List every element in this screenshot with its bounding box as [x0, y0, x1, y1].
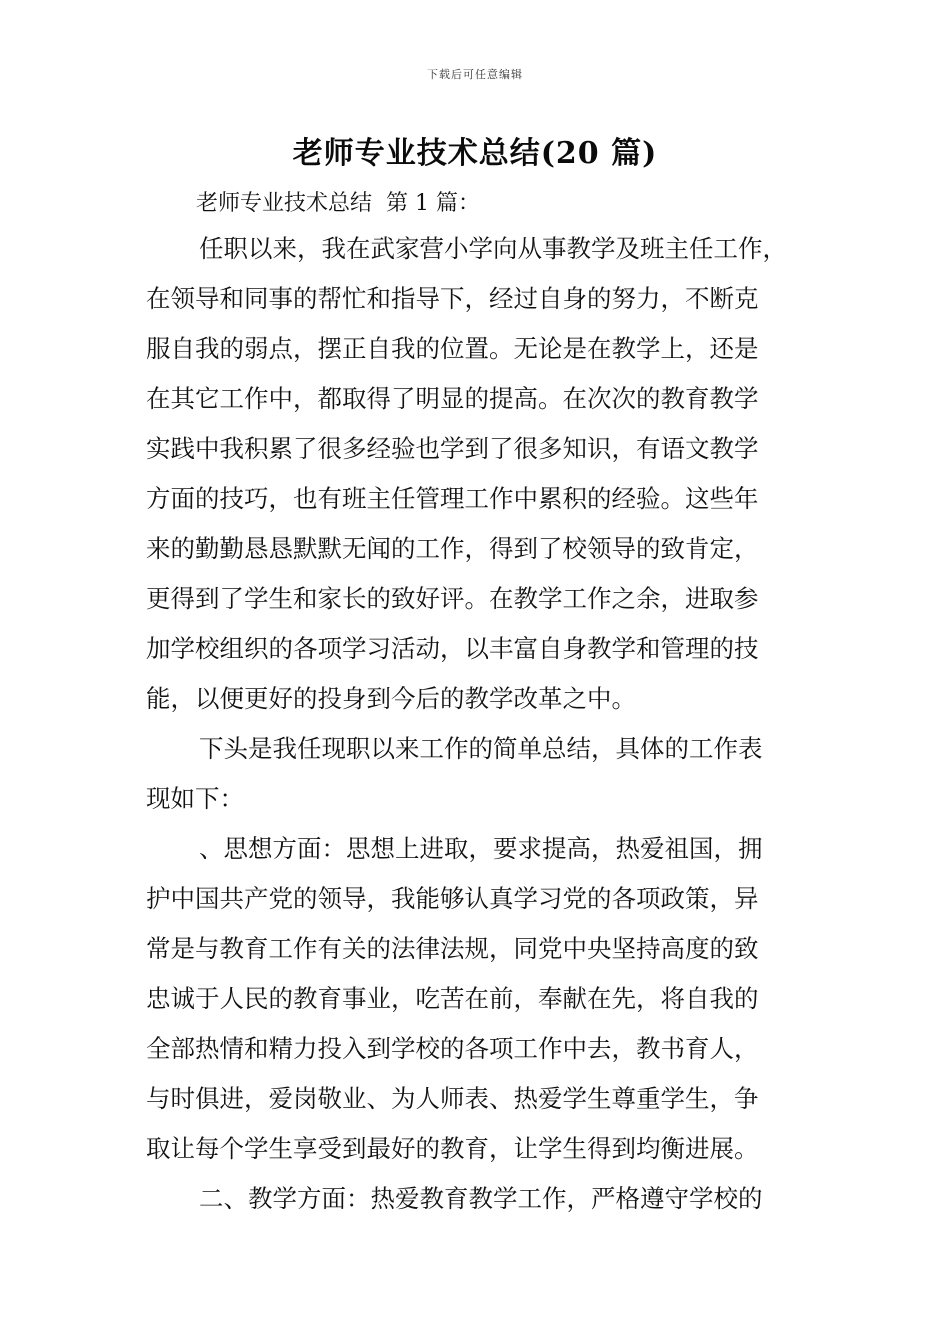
- text-line: 在其它工作中，都取得了明显的提高。在次次的教育教学: [146, 384, 759, 413]
- text-line: 与时俱进，爱岗敬业、为人师表、热爱学生尊重学生，争: [146, 1084, 759, 1113]
- text-line: 取让每个学生享受到最好的教育，让学生得到均衡进展。: [146, 1134, 759, 1163]
- section-heading: 老师专业技术总结 第 1 篇：: [196, 191, 480, 216]
- header-note: 下载后可任意编辑: [427, 68, 523, 81]
- paragraph-1: [146, 224, 846, 724]
- text-line: 二、教学方面：热爱教育教学工作，严格遵守学校的: [199, 1184, 763, 1213]
- text-line: 加学校组织的各项学习活动，以丰富自身教学和管理的技: [146, 634, 759, 663]
- paragraph-3: [146, 824, 846, 1174]
- text-line: 能，以便更好的投身到今后的教学改革之中。: [146, 684, 636, 713]
- text-line: 实践中我积累了很多经验也学到了很多知识，有语文教学: [146, 434, 759, 463]
- text-line: 在领导和同事的帮忙和指导下，经过自身的努力，不断克: [146, 284, 759, 313]
- text-line: 护中国共产党的领导，我能够认真学习党的各项政策，异: [146, 884, 759, 913]
- document-body: [146, 224, 846, 1224]
- text-line: 更得到了学生和家长的致好评。在教学工作之余，进取参: [146, 584, 759, 613]
- text-line: 常是与教育工作有关的法律法规，同党中央坚持高度的致: [146, 934, 759, 963]
- document-title: 老师专业技术总结(20 篇): [292, 136, 658, 171]
- text-line: 服自我的弱点，摆正自我的位置。无论是在教学上，还是: [146, 334, 759, 363]
- text-line: 来的勤勤恳恳默默无闻的工作，得到了校领导的致肯定，: [146, 534, 759, 563]
- paragraph-4: [146, 1174, 846, 1224]
- text-line: 方面的技巧，也有班主任管理工作中累积的经验。这些年: [146, 484, 759, 513]
- paragraph-2: [146, 724, 846, 824]
- text-line: 忠诚于人民的教育事业，吃苦在前，奉献在先，将自我的: [146, 984, 759, 1013]
- text-line: 下头是我任现职以来工作的简单总结，具体的工作表: [199, 734, 763, 763]
- text-line: 全部热情和精力投入到学校的各项工作中去，教书育人，: [146, 1034, 759, 1063]
- text-line: 、思想方面：思想上进取，要求提高，热爱祖国，拥: [199, 834, 763, 863]
- text-line: 现如下：: [146, 784, 244, 813]
- text-line: 任职以来，我在武家营小学向从事教学及班主任工作，: [199, 234, 787, 263]
